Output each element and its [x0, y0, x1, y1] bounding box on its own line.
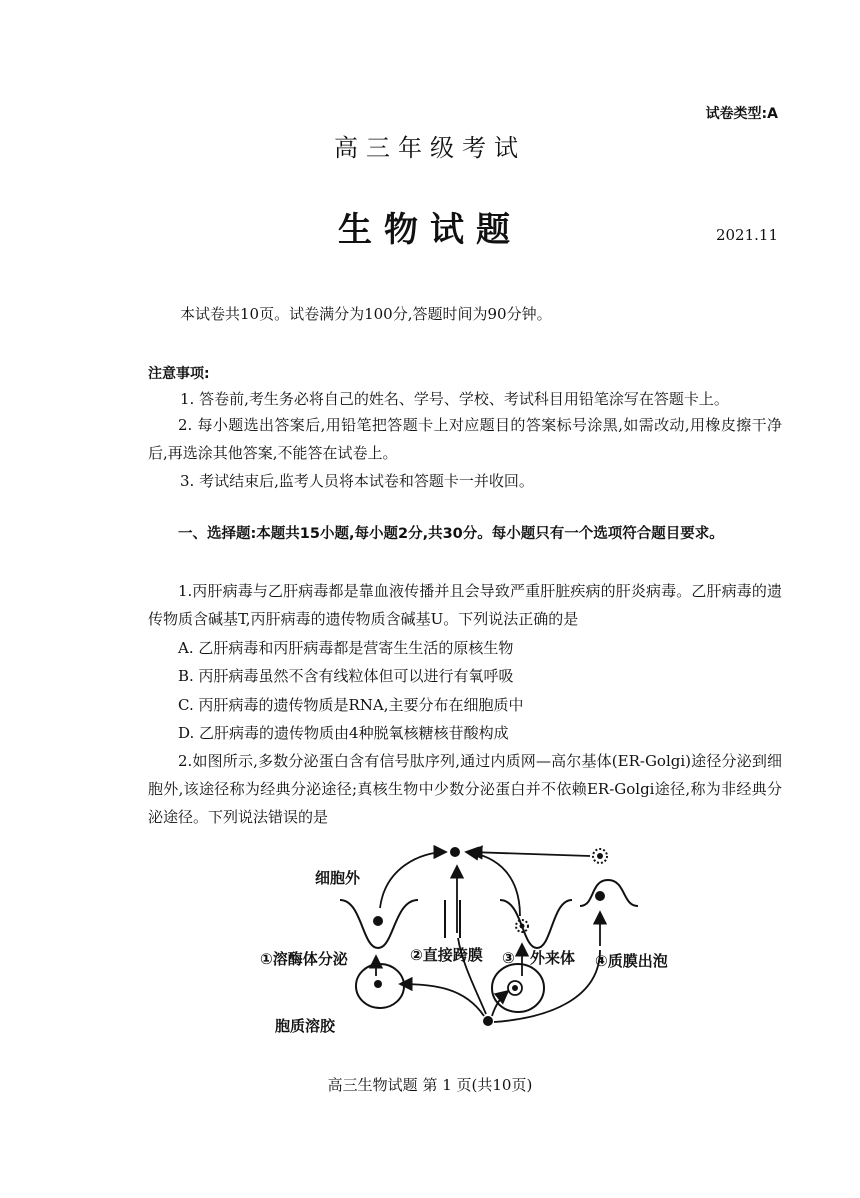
page-footer: 高三生物试题 第 1 页(共10页)	[327, 1076, 533, 1094]
paper-type-label: 试卷类型:A	[705, 106, 778, 122]
arrow-bleb-release	[470, 852, 590, 856]
pathway-label-2: ②直接跨膜	[410, 946, 483, 964]
question-1-option-c: C. 丙肝病毒的遗传物质是RNA,主要分布在细胞质中	[178, 696, 524, 714]
question-1-option-a: A. 乙肝病毒和丙肝病毒都是营寄生生活的原核生物	[178, 639, 514, 657]
pathway-label-4: ④质膜出泡	[595, 952, 668, 970]
arrow-lysosome-out	[380, 852, 446, 908]
intro-text: 本试卷共10页。试卷满分为100分,答题时间为90分钟。	[180, 305, 552, 323]
note-item-3: 3. 考试结束后,监考人员将本试卷和答题卡一并收回。	[180, 472, 534, 490]
question-1-stem: 1.丙肝病毒与乙肝病毒都是靠血液传播并且会导致严重肝脏疾病的肝炎病毒。乙肝病毒的遗传物质含碱基T,丙肝病毒的遗传物质含碱基U。下列说法正确的是	[148, 582, 782, 628]
note-item-2: 2. 每小题选出答案后,用铅笔把答题卡上对应题目的答案标号涂黑,如需改动,用橡皮擦干净后,再选涂其他答案,不能答在试卷上。	[148, 416, 782, 462]
pathway-label-1: ①溶酶体分泌	[260, 950, 348, 968]
exosome-cargo-dot	[520, 924, 525, 929]
pathway-label-exosome: 外来体	[530, 949, 576, 967]
notes-heading: 注意事项:	[148, 366, 210, 382]
exam-date: 2021.11	[715, 226, 778, 244]
question-1-option-b: B. 丙肝病毒虽然不含有线粒体但可以进行有氧呼吸	[178, 667, 514, 685]
arrow-to-mvb	[492, 991, 508, 1016]
lysosome-cargo-dot	[373, 916, 383, 926]
question-2-stem: 2.如图所示,多数分泌蛋白含有信号肽序列,通过内质网—高尔基体(ER-Golgi)途径分泌到细胞外,该途径称为经典分泌途径;真核生物中少数分泌蛋白并不依赖ER-Golgi途径,称为非经典分泌途径。下列说法错误的是	[148, 752, 782, 826]
label-extracellular: 细胞外	[315, 869, 361, 887]
note-item-1: 1. 答卷前,考生务必将自己的姓名、学号、学校、考试科目用铅笔涂写在答题卡上。	[180, 390, 729, 408]
plasma-bleb-dot	[595, 891, 605, 901]
secretion-pathway-diagram	[250, 838, 668, 1048]
secreted-protein-dot	[450, 847, 460, 857]
section-heading: 一、选择题:本题共15小题,每小题2分,共30分。每小题只有一个选项符合题目要求。	[178, 526, 724, 542]
released-bleb-dot	[597, 853, 603, 859]
exam-title: 高三年级考试	[334, 134, 526, 162]
arrow-to-lysosome	[400, 984, 484, 1016]
subject-title: 生物试题	[338, 210, 522, 250]
pathway-label-3: ③	[502, 949, 515, 967]
mvb-inner-dot	[512, 985, 518, 991]
question-1-option-d: D. 乙肝病毒的遗传物质由4种脱氧核糖核苷酸构成	[178, 724, 509, 742]
cytosolic-protein-dot	[483, 1016, 493, 1026]
lysosome-inner-dot	[374, 980, 382, 988]
label-cytosol: 胞质溶胶	[275, 1017, 336, 1035]
